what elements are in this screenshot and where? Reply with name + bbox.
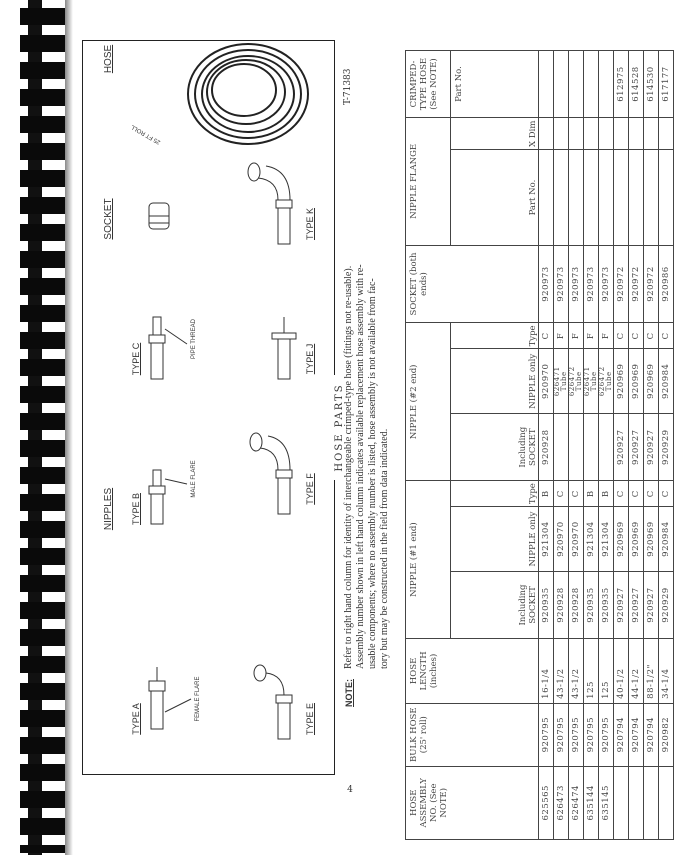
type-k-fitting [248,163,292,244]
header-nipple-2: NIPPLE (#2 end) [406,323,451,481]
table-row [599,51,614,840]
table-cell: 920927 [629,572,644,639]
table-cell [629,118,644,150]
table-row [614,51,629,840]
table-cell: 920795 [554,703,569,766]
table-cell [539,150,554,245]
fittings-drawings [83,39,335,774]
type-c-fitting [149,317,165,379]
hose-parts-table [405,50,674,840]
type-e-label: TYPE E [305,702,315,736]
table-cell: C [659,323,674,349]
table-row [659,51,674,840]
subheader-including-socket: Including SOCKET [451,414,539,481]
table-cell: 626472 Tube [569,349,584,414]
roll-label: 25 FT ROLL [130,123,162,145]
table-cell [584,414,599,481]
socket-fitting [149,203,169,229]
note-label: NOTE: [344,679,354,707]
table-cell [584,51,599,118]
header-crimped-hose: CRIMPED-TYPE HOSE (See NOTE) [406,51,451,118]
table-cell: 920794 [644,703,659,766]
table-cell: 920969 [629,349,644,414]
table-cell: 612975 [614,51,629,118]
subheader-part-no: Part No. [451,150,539,245]
table-cell: 920973 [584,245,599,323]
table-cell: 626471 Tube [584,349,599,414]
header-nipple-1: NIPPLE (#1 end) [406,481,451,639]
subheader-nipple-only: NIPPLE only [451,507,539,572]
note-line: tory but may be constructed in the field from data indicated. [379,428,390,669]
table-cell: F [599,323,614,349]
table-cell [599,51,614,118]
table-cell [614,150,629,245]
table-cell: 626474 [569,766,584,839]
table-cell: B [584,481,599,507]
subheader-type: Type [451,481,539,507]
header-hose-length: HOSE LENGTH (inches) [406,639,539,704]
table-cell: 920927 [614,572,629,639]
subheader-x-dim: X Dim [451,118,539,150]
table-cell: 920972 [644,245,659,323]
table-cell [659,150,674,245]
table-cell [599,150,614,245]
type-k-label: TYPE K [305,207,315,241]
table-cell: C [629,481,644,507]
male-flare-label: MALE FLARE [191,460,197,498]
table-cell: 617177 [659,51,674,118]
table-cell: 920984 [659,507,674,572]
table-cell: C [539,323,554,349]
table-cell: 920795 [569,703,584,766]
table-cell: 920928 [554,572,569,639]
table-cell [569,414,584,481]
table-row [584,51,599,840]
table-cell: 921304 [599,507,614,572]
subheader-crimped-part-no: Part No. [451,51,539,118]
table-cell [554,51,569,118]
header-assembly: HOSE ASSEMBLY NO. (See NOTE) [406,766,539,839]
table-cell: 43-1/2 [569,639,584,704]
type-a-label: TYPE A [131,703,141,735]
table-cell: 920794 [629,703,644,766]
hose-coil [188,44,308,144]
header-bulk-hose: BULK HOSE (25' roll) [406,703,539,766]
table-cell: 635145 [599,766,614,839]
note-block [343,122,391,707]
type-f-label: TYPE F [305,473,315,505]
table-cell: 125 [584,639,599,704]
table-cell: 626472 Tube [599,349,614,414]
table-row [554,51,569,840]
table-cell [644,766,659,839]
table-cell: 921304 [539,507,554,572]
table-cell: B [599,481,614,507]
table-cell: C [644,481,659,507]
table-cell: 920969 [614,349,629,414]
table-cell: 920973 [569,245,584,323]
table-cell: 920935 [539,572,554,639]
header-socket: SOCKET (both ends) [406,245,539,323]
table-row [644,51,659,840]
table-cell: 16-1/4 [539,639,554,704]
table-cell: 44-1/2 [629,639,644,704]
table-cell: 40-1/2 [614,639,629,704]
table-cell: 920972 [629,245,644,323]
table-cell: 34-1/4 [659,639,674,704]
table-cell: C [614,323,629,349]
table-cell: 920973 [554,245,569,323]
type-c-label: TYPE C [131,342,141,376]
table-row [629,51,644,840]
table-cell: 920795 [599,703,614,766]
table-cell: 614530 [644,51,659,118]
table-cell: 920986 [659,245,674,323]
table-cell: 635144 [584,766,599,839]
table-cell: 921304 [584,507,599,572]
table-cell: C [644,323,659,349]
table-cell: 920970 [554,507,569,572]
table-row [539,51,554,840]
table-cell: 920794 [614,703,629,766]
note-line: Assembly number shown in left hand column indicates available replacement hose assembly with re- [355,264,366,669]
table-cell: C [659,481,674,507]
table-cell: 625565 [539,766,554,839]
table-cell [554,414,569,481]
table-cell: 920929 [659,572,674,639]
subheader-nipple-only: NIPPLE only [451,349,539,414]
table-cell: 920927 [644,414,659,481]
table-cell: C [569,481,584,507]
table-cell [569,118,584,150]
table-cell: 920973 [539,245,554,323]
type-j-fitting [272,317,296,379]
table-cell [569,51,584,118]
table-cell: 920795 [584,703,599,766]
table-cell: 920970 [539,349,554,414]
table-cell [539,51,554,118]
table-cell: 920972 [614,245,629,323]
table-cell [599,414,614,481]
table-cell: F [554,323,569,349]
subheader-including-socket: Including SOCKET [451,572,539,639]
table-cell [599,118,614,150]
table-row [569,51,584,840]
table-cell [539,118,554,150]
type-f-fitting [250,433,292,514]
table-cell: 920935 [584,572,599,639]
table-cell [584,150,599,245]
table-cell [659,766,674,839]
table-cell: 920969 [614,507,629,572]
subheader-type: Type [451,323,539,349]
table-cell [554,118,569,150]
table-cell [554,150,569,245]
table-cell [614,118,629,150]
type-j-label: TYPE J [305,343,315,375]
female-flare-label: FEMALE FLARE [195,676,201,722]
table-cell: 920927 [614,414,629,481]
type-b-fitting [149,470,165,524]
table-cell [644,118,659,150]
table-cell: 920927 [644,572,659,639]
table-cell [584,118,599,150]
table-cell: C [614,481,629,507]
type-e-fitting [254,665,292,739]
table-cell: 88-1/2" [644,639,659,704]
section-heading: HOSE PARTS [333,375,346,479]
table-cell [629,150,644,245]
table-cell: 920984 [659,349,674,414]
table-cell: 920928 [569,572,584,639]
table-cell: 626471 Tube [554,349,569,414]
table-cell: 920935 [599,572,614,639]
page-number: 4 [347,785,353,796]
table-cell: 920795 [539,703,554,766]
hose-parts-illustration [82,40,334,775]
table-cell: 920969 [629,507,644,572]
table-cell: 626473 [554,766,569,839]
table-cell: 43-1/2 [554,639,569,704]
table-cell: 920969 [644,507,659,572]
nipples-label: NIPPLES [103,487,114,531]
table-cell [659,118,674,150]
hose-label: HOSE [103,44,114,74]
table-cell: 614528 [629,51,644,118]
table-cell: 920973 [599,245,614,323]
table-cell [629,766,644,839]
table-cell: 125 [599,639,614,704]
socket-label: SOCKET [103,198,114,240]
type-a-fitting [149,667,165,729]
table-cell: 920928 [539,414,554,481]
table-cell [569,150,584,245]
table-cell: C [554,481,569,507]
pipe-thread-label: PIPE THREAD [191,319,197,359]
note-line: usable components; where no assembly number is listed, hose assembly is not available from fac- [367,278,378,669]
table-cell: F [584,323,599,349]
table-cell: 920929 [659,414,674,481]
table-cell: 920982 [659,703,674,766]
header-nipple-flange: NIPPLE FLANGE [406,118,451,246]
table-cell: F [569,323,584,349]
note-line: Refer to right hand column for identity of interchangeable crimped-type hose (fittings not re-usable). [343,265,354,669]
table-cell: 920970 [569,507,584,572]
type-b-label: TYPE B [131,492,141,526]
table-cell [614,766,629,839]
table-cell: B [539,481,554,507]
figure-number: T-71383 [343,68,353,105]
table-cell: C [629,323,644,349]
table-cell: 920927 [629,414,644,481]
table-cell [644,150,659,245]
table-cell: 920969 [644,349,659,414]
